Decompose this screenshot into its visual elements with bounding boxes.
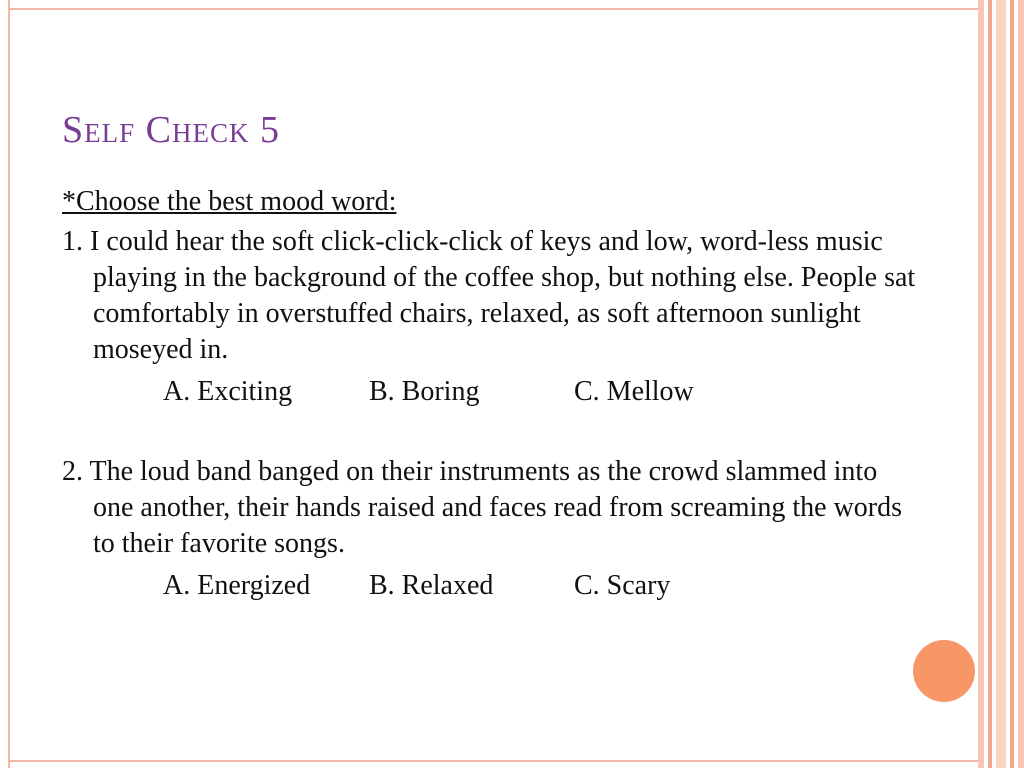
slide-title: Self Check 5 xyxy=(62,109,280,151)
frame-left-border xyxy=(8,0,10,768)
decor-stripe xyxy=(988,0,992,768)
decor-stripe xyxy=(996,0,1006,768)
option-c: C. Mellow xyxy=(574,376,694,407)
decor-stripe xyxy=(1018,0,1024,768)
option-c: C. Scary xyxy=(574,570,671,601)
option-b: B. Boring xyxy=(369,376,480,407)
frame-top-border xyxy=(8,8,984,10)
question-1-options xyxy=(62,374,922,410)
slide-body xyxy=(62,184,922,604)
question-1-text: 1. I could hear the soft click-click-click of keys and low, word-less music playing in the background of the coffee shop, but nothing else. People sat comfortably in overstuffed chairs, relaxed, as soft afternoon sunlight moseyed in. xyxy=(62,226,916,365)
option-b: B. Relaxed xyxy=(369,570,494,601)
instruction-text: *Choose the best mood word: xyxy=(62,186,397,217)
question-2-text: 2. The loud band banged on their instruments as the crowd slammed into one another, their hands raised and faces read from screaming the words to their favorite songs. xyxy=(62,456,903,559)
frame-bottom-border xyxy=(8,760,984,762)
option-a: A. Energized xyxy=(163,570,311,601)
decor-circle xyxy=(913,640,975,702)
decor-stripe xyxy=(978,0,984,768)
question-2-options xyxy=(62,568,922,604)
option-a: A. Exciting xyxy=(163,376,293,407)
decor-stripe xyxy=(1010,0,1014,768)
